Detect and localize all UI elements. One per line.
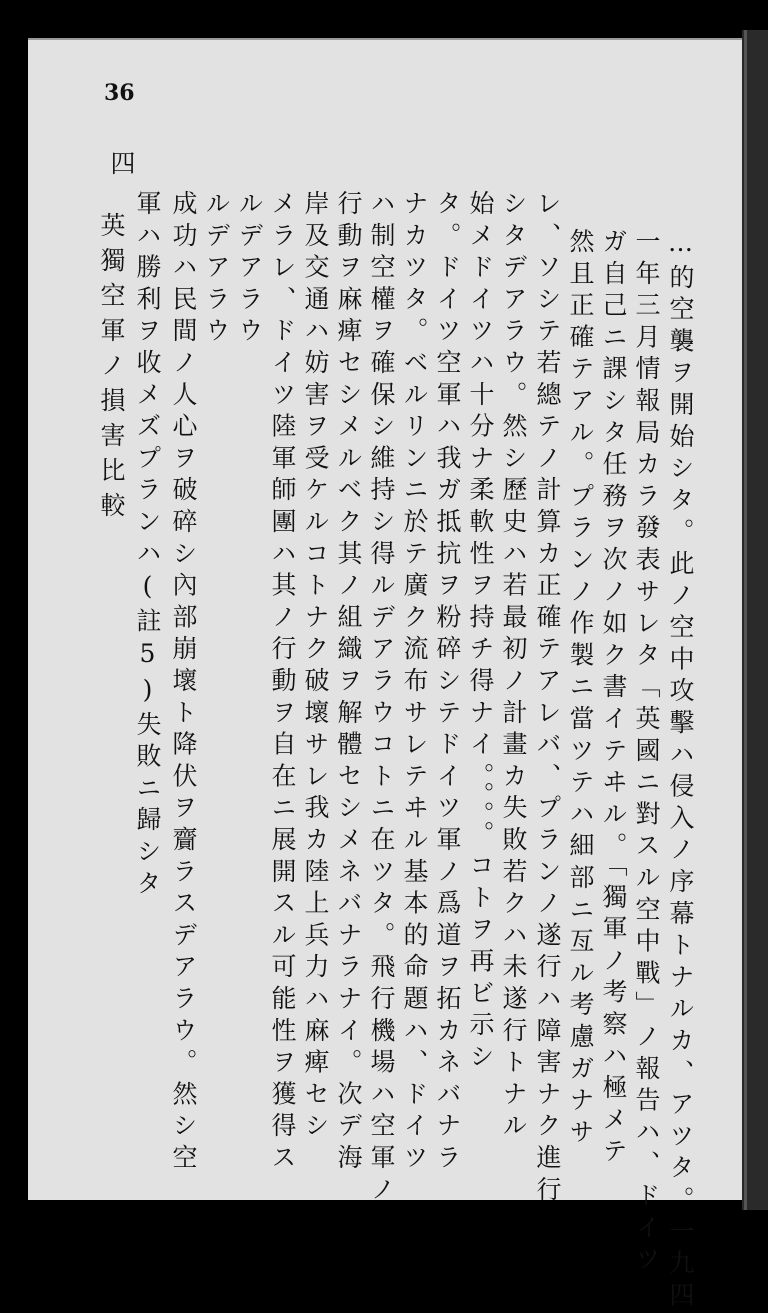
- text-column-12: 岸及交通ハ妨害ヲ受ケルコトナク破壞サレ我カ陸上兵力ハ麻痺セシ: [301, 190, 330, 1144]
- book-spine-edge: [742, 30, 768, 1210]
- text-column-16: 成功ハ民間ノ人心ヲ破碎シ內部崩壞ト降伏ヲ齎ラスデアラウ。然シ空: [169, 190, 198, 1176]
- text-column-13: メラレ、ドイツ陸軍師團ハ其ノ行動ヲ自在ニ展開スル可能性ヲ獲得ス: [268, 190, 297, 1176]
- book-page: [28, 38, 742, 1313]
- text-column-1: …的空襲ヲ開始シタ。此ノ空中攻擊ハ侵入ノ序幕トナルカ、アツタ。一九四: [666, 228, 695, 1313]
- page-number: 36: [104, 80, 135, 106]
- text-column-15: ルデアラウ: [202, 190, 231, 349]
- text-column-3: ガ自己ニ課シタ任務ヲ次ノ如ク書イテヰル。「獨軍ノ考察ハ極メテ: [599, 228, 628, 1170]
- section-number: 四: [107, 150, 136, 182]
- text-column-17: 軍ハ勝利ヲ收メズプランハ(註5)失敗ニ歸シタ: [133, 190, 162, 902]
- text-column-2: 一年三月情報局カラ發表サレタ「英國ニ對スル空中戰」ノ報告ハ、ドイツ: [632, 228, 661, 1278]
- text-column-6: シタデアラウ。然シ歷史ハ若最初ノ計畫カ失敗若クハ未遂行トナル: [499, 190, 528, 1144]
- text-column-8: タ。ドイツ空軍ハ我ガ抵抗ヲ粉碎シテドイツ軍ノ爲道ヲ拓カネバナラ: [433, 190, 462, 1176]
- text-column-10: ハ制空權ヲ確保シ維持シ得ルデアラウコトニ在ツタ。飛行機場ハ空軍ノ: [367, 190, 396, 1208]
- text-column-14: ルデアラウ: [235, 190, 264, 349]
- section-heading: 英獨空軍ノ損害比較: [97, 212, 126, 527]
- text-column-5: レ、ソシテ若總テノ計算カ正確テアレバ、プランノ遂行ハ障害ナク進行: [533, 190, 562, 1208]
- text-column-9: ナカツタ。ベルリンニ於テ廣ク流布サレテヰル基本的命題ハ、ドイツ: [400, 190, 429, 1176]
- text-column-11: 行動ヲ麻痺セシメルベク其ノ組織ヲ解體セシメネバナラナイ。次デ海: [334, 190, 363, 1176]
- text-column-7: 始メドイツハ十分ナ柔軟性ヲ持チ得ナイ。。。。コトヲ再ビ示シ: [466, 190, 495, 1075]
- text-column-4: 然且正確テアル。プランノ作製ニ當ツテハ細部ニ亙ル考慮ガナサ: [566, 228, 595, 1151]
